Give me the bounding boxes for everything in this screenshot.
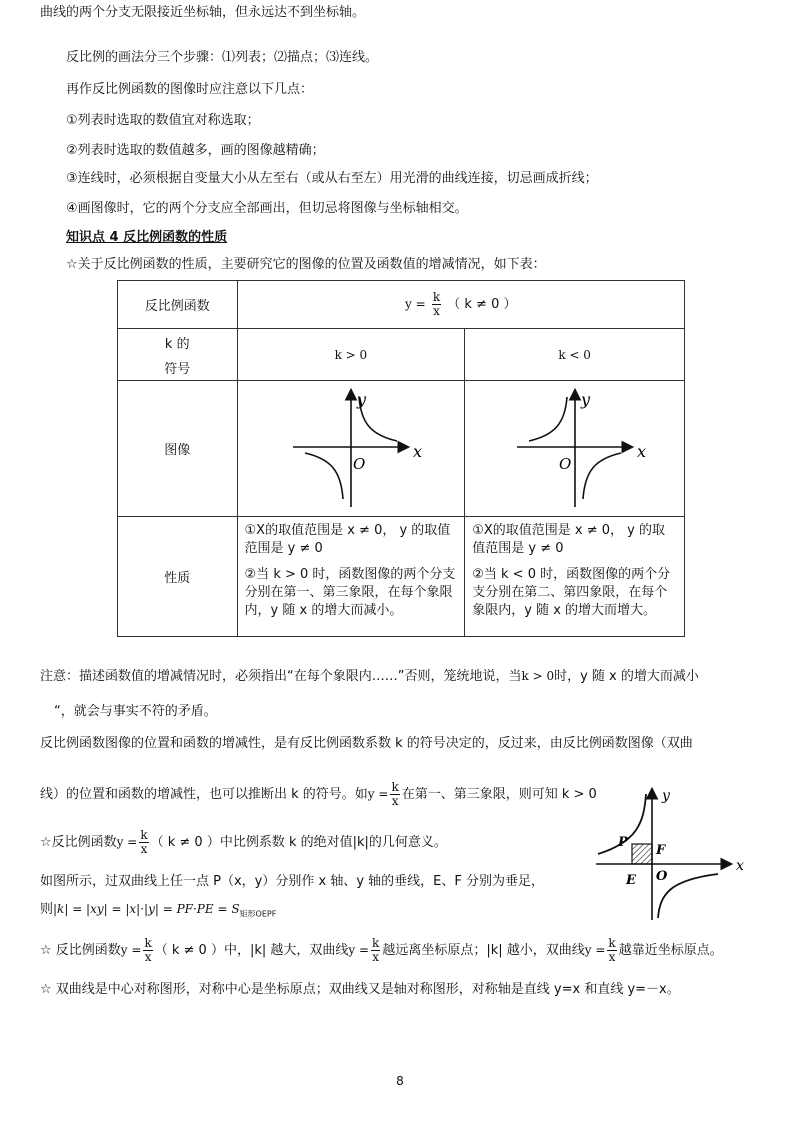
table-row <box>118 281 685 329</box>
hyperbola-graph-positive <box>271 385 431 513</box>
fraction: $\frac{k}{x}$ <box>391 780 399 808</box>
row-label-properties: 性质 <box>118 517 238 637</box>
graph-negative-cell <box>465 381 685 517</box>
hyperbola-graph-negative <box>495 385 655 513</box>
note-line: 反比例函数图像的位置和函数的增减性，是有反比例函数系数 k 的符号决定的，反过来，由反比例函数图像（双曲 <box>40 736 693 751</box>
properties-negative: ①X的取值范围是 x ≠ 0， y 的取值范围是 y ≠ 0 ②当 k < 0 时，函数图像的两个分支分别在第二、第四象限，在每个象限内，y 随 x 的增大而增大。 <box>465 517 685 637</box>
graph-positive-cell <box>237 381 465 517</box>
properties-positive: ①X的取值范围是 x ≠ 0， y 的取值范围是 y ≠ 0 ②当 k > 0 时，函数图像的两个分支分别在第一、第三象限，在每个象限内，y 随 x 的增大而减小。 <box>237 517 465 637</box>
svg-text:x: x <box>636 441 646 461</box>
section-intro: ☆关于反比例函数的性质，主要研究它的图像的位置及函数值的增减情况，如下表： <box>66 257 546 272</box>
svg-text:F: F <box>656 843 666 858</box>
svg-text:O: O <box>656 869 668 884</box>
row-label-sign: k 的 符号 <box>118 329 238 381</box>
note-line: 注意：描述函数值的增减情况时，必须指出“在每个象限内……”否则，笼统地说，当k > 0时，y 随 x 的增大而减小 <box>40 669 699 684</box>
note-line: “，就会与事实不符的矛盾。 <box>54 704 217 719</box>
note-line: ☆ 双曲线是中心对称图形，对称中心是坐标原点；双曲线又是轴对称图形，对称轴是直线 y=x 和直线 y=－x。 <box>40 982 680 997</box>
hyperbola-area-figure <box>590 784 750 924</box>
svg-text:x: x <box>736 858 744 874</box>
text-line: ①列表时选取的数值宜对称选取； <box>66 113 260 128</box>
text-line: 曲线的两个分支无限接近坐标轴，但永远达不到坐标轴。 <box>40 5 366 20</box>
fraction: $\frac{k}{x}$ <box>608 936 616 964</box>
svg-text:x: x <box>412 441 422 461</box>
page-number: 8 <box>396 1074 404 1088</box>
note-line: 则$|k| = |xy| = |x|\cdot|y| = PF\cdot PE = S_{矩形OEPF}$ <box>40 902 277 919</box>
section-heading: 知识点 4 反比例函数的性质 <box>66 230 228 245</box>
fraction: $\frac{k}{x}$ <box>372 936 380 964</box>
text-line: ③连线时，必须根据自变量大小从左至右（或从右至左）用光滑的曲线连接，切忌画成折线； <box>66 171 598 186</box>
note-line: 如图所示，过双曲线上任一点 P（x，y）分别作 x 轴、y 轴的垂线，E、F 分别为垂足， <box>40 874 544 889</box>
svg-text:y: y <box>662 788 670 804</box>
sign-positive: k > 0 <box>237 329 465 381</box>
fraction: $\frac{k}{x}$ <box>140 828 148 856</box>
formula-cell: y = $\frac{k}{x}$ （ k ≠ 0 ） <box>237 281 684 329</box>
properties-table <box>117 280 685 637</box>
fraction: $\frac{k}{x}$ <box>432 290 441 318</box>
table-row <box>118 381 685 517</box>
note-line: ☆ 反比例函数y = $\frac{k}{x}$ （ k ≠ 0 ）中，|k| 越大，双曲线y = $\frac{k}{x}$ 越远离坐标原点；|k| 越小，双曲线y = $\frac{k}{x}$ 越靠近坐标原点。 <box>40 936 723 964</box>
svg-text:P: P <box>618 835 628 850</box>
table-row <box>118 329 685 381</box>
svg-text:O: O <box>558 454 571 473</box>
row-label-function: 反比例函数 <box>118 281 238 329</box>
text-line: 反比例的画法分三个步骤：⑴列表；⑵描点；⑶连线。 <box>66 50 379 65</box>
sign-negative: k < 0 <box>465 329 685 381</box>
text-line: ④画图像时，它的两个分支应全部画出，但切忌将图像与坐标轴相交。 <box>66 201 468 216</box>
table-row <box>118 517 685 637</box>
svg-text:E: E <box>626 873 636 888</box>
row-label-graph: 图像 <box>118 381 238 517</box>
svg-text:y: y <box>356 389 366 409</box>
note-line: ☆反比例函数y = $\frac{k}{x}$ （ k ≠ 0 ）中比例系数 k 的绝对值|k|的几何意义。 <box>40 828 447 856</box>
text-line: 再作反比例函数的图像时应注意以下几点： <box>66 82 314 97</box>
text-line: ②列表时选取的数值越多，画的图像越精确； <box>66 143 325 158</box>
note-line: 线）的位置和函数的增减性，也可以推断出 k 的符号。如y = $\frac{k}{x}$ 在第一、第三象限，则可知 k > 0 <box>40 780 597 808</box>
fraction: $\frac{k}{x}$ <box>144 936 152 964</box>
svg-text:y: y <box>580 389 590 409</box>
svg-text:O: O <box>352 454 366 473</box>
